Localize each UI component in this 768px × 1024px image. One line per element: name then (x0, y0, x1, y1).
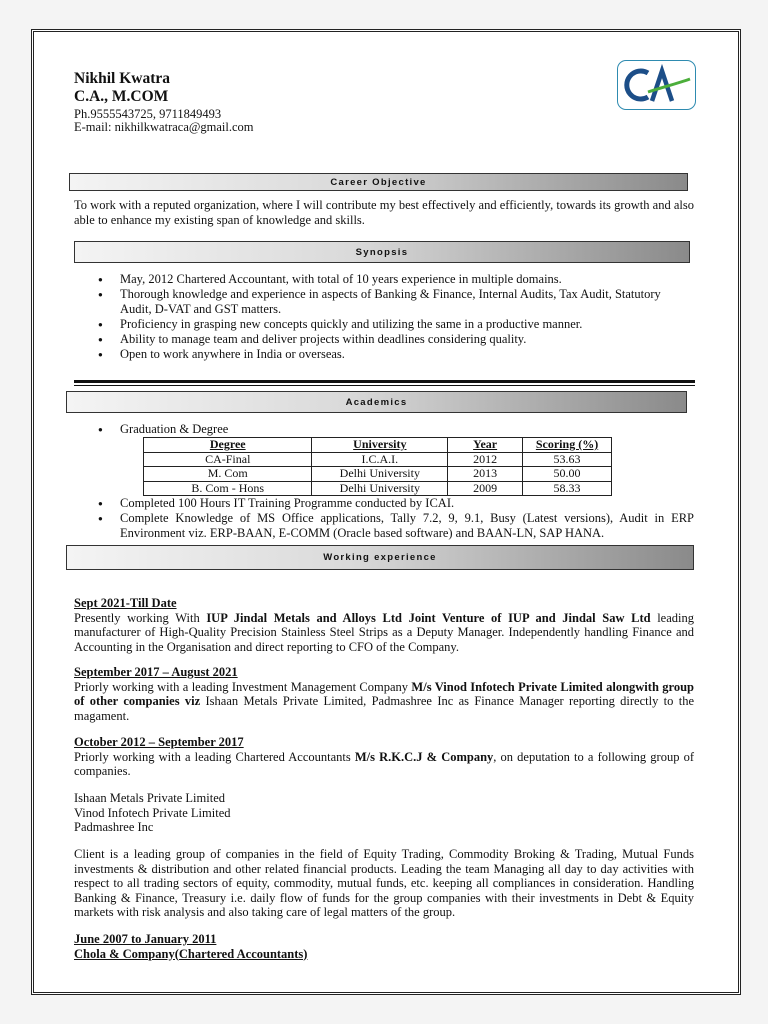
academics-intro: ● Graduation & Degree (96, 422, 694, 437)
ca-logo (617, 60, 696, 110)
table-cell: 50.00 (523, 467, 612, 482)
section-bar-academics: Academics (66, 391, 687, 413)
job-3 (74, 735, 694, 779)
table-row (144, 452, 612, 467)
job-1-company: IUP Jindal Metals and Alloys Ltd Joint Venture of IUP and Jindal Saw Ltd (206, 610, 651, 625)
job-1-description (74, 611, 694, 655)
job-2-text-rest: Ishaan Metals Private Limited, Padmashree Inc as Finance Manager reporting directly to the magament. (74, 694, 695, 723)
email-line: E-mail: nikhilkwatraca@gmail.com (74, 120, 254, 134)
job-3-description (74, 750, 694, 779)
synopsis-item: ● Ability to manage team and deliver projects within deadlines considering quality. (96, 332, 694, 347)
synopsis-item: ● Thorough knowledge and experience in aspects of Banking & Finance, Internal Audits, Tax Audit, Statutory Audit, D-VAT and GST matters. (96, 287, 694, 317)
divider-thin (74, 385, 695, 386)
table-cell: B. Com - Hons (144, 481, 312, 496)
table-cell: I.C.A.I. (312, 452, 448, 467)
table-cell: CA-Final (144, 452, 312, 467)
synopsis-list (96, 272, 694, 362)
candidate-name-block (74, 70, 170, 106)
job-1-text: Presently working With (74, 610, 207, 625)
job-2-description (74, 680, 694, 724)
section-bar-working-experience: Working experience (66, 545, 694, 570)
job-1 (74, 596, 694, 654)
job-2-company: M/s Vinod Infotech Private Limited alongwith group of other companies viz (74, 679, 694, 708)
job-2 (74, 665, 694, 723)
candidate-name: Nikhil Kwatra (74, 70, 171, 87)
academics-item: ● Completed 100 Hours IT Training Programme conducted by ICAI. (96, 496, 694, 511)
table-cell: M. Com (144, 467, 312, 482)
job-2-text: Priorly working with a leading Investment Management Company (74, 679, 412, 694)
academics-table (143, 437, 612, 496)
client-company: Vinod Infotech Private Limited (74, 805, 231, 820)
column-header: Year (448, 438, 523, 453)
table-cell: 2009 (448, 481, 523, 496)
synopsis-item: ● May, 2012 Chartered Accountant, with total of 10 years experience in multiple domains. (96, 272, 694, 287)
client-company: Ishaan Metals Private Limited (74, 791, 226, 805)
candidate-degree: C.A., M.COM (74, 88, 169, 105)
column-header: Degree (144, 438, 312, 453)
job-4-firm: Chola & Company(Chartered Accountants) (74, 946, 308, 961)
academics-item: ● Complete Knowledge of MS Office applications, Tally 7.2, 9, 9.1, Busy (Latest versions), Audit in ERP Environment viz. ERP-BAAN, E-COMM (Oracle based software) and BAAN-LN, SAP HANA. (96, 511, 694, 541)
table-cell: Delhi University (312, 467, 448, 482)
job-3-text: Priorly working with a leading Chartered Accountants (74, 749, 355, 764)
job-3-company: M/s R.K.C.J & Company (354, 749, 494, 764)
section-bar-career-objective: Career Objective (69, 173, 688, 191)
job-2-period: September 2017 – August 2021 (74, 665, 238, 679)
job-1-period: Sept 2021-Till Date (74, 596, 177, 610)
table-cell: 53.63 (523, 452, 612, 467)
table-cell: 58.33 (523, 481, 612, 496)
job-4 (74, 932, 694, 961)
column-header: University (312, 438, 448, 453)
academics-list (96, 496, 694, 541)
phone-line: Ph.9555543725, 9711849493 (74, 107, 222, 121)
job-3-text-rest: , on deputation to a following group of companies. (74, 749, 694, 778)
table-cell: Delhi University (312, 481, 448, 496)
ca-logo-icon (618, 61, 695, 109)
table-cell: 2012 (448, 452, 523, 467)
client-company: Padmashree Inc (74, 820, 154, 834)
synopsis-item: ● Open to work anywhere in India or overseas. (96, 347, 694, 362)
job-1-text-rest: leading manufacturer of High-Quality Precision Stainless Steel Strips as a Deputy Manager. Independently handling Finance and Accounting in the Organisation and direct reporting to CFO of the Company. (74, 610, 694, 654)
client-companies-list (74, 791, 694, 835)
table-row (144, 467, 612, 482)
job-4-period: June 2007 to January 2011 (74, 932, 217, 946)
academics-intro-list (96, 422, 694, 437)
client-description: Client is a leading group of companies in the field of Equity Trading, Commodity Broking & Trading, Mutual Funds investments & distribution and other related financial products. Leading the team Managing all day to day activities with respect to all trading sectors of equity, commodity, mutual funds, etc. keeping all compliances in consideration. Handling Banking & Finance, Treasury i.e. daily flow of funds for the group companies with their investments in Debt & Equity markets with risk analysis and also taking care of legal matters of the group. (74, 847, 694, 919)
divider-thick (74, 380, 695, 383)
table-cell: 2013 (448, 467, 523, 482)
table-row (144, 481, 612, 496)
section-bar-synopsis: Synopsis (74, 241, 690, 263)
table-header-row (144, 438, 612, 453)
column-header: Scoring (%) (523, 438, 612, 453)
synopsis-item: ● Proficiency in grasping new concepts quickly and utilizing the same in a productive manner. (96, 317, 694, 332)
career-objective-text: To work with a reputed organization, where I will contribute my best effectively and efficiently, towards its growth and also able to enhance my existing span of knowledge and skills. (74, 198, 694, 227)
job-3-period: October 2012 – September 2017 (74, 735, 244, 749)
